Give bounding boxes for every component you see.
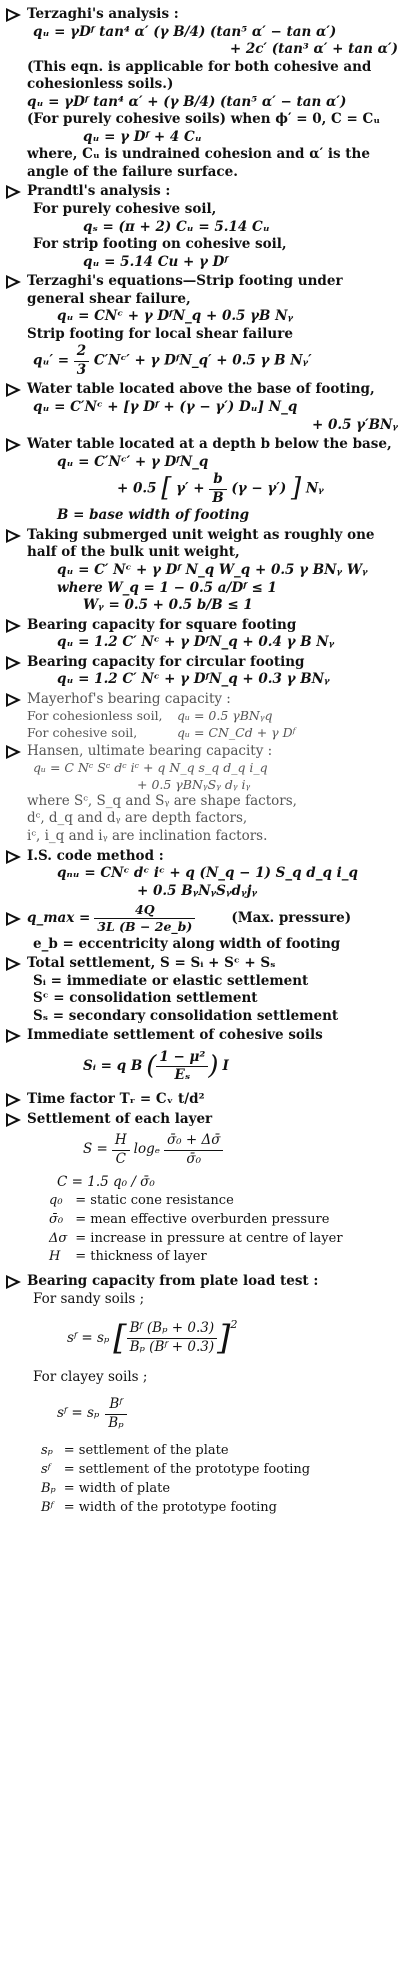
- formula-line: qᵤ = γ Dᶠ + 4 Cᵤ: [83, 128, 202, 145]
- definition-line: Sₛ = secondary consolidation settlement: [33, 1007, 339, 1024]
- formula-line: qᵤ = C Nᶜ Sᶜ dᶜ iᶜ + q N_q s_q d_q i_q: [33, 760, 268, 776]
- definition-symbol: Bₚ: [41, 1481, 56, 1497]
- section-terzaghi-equations: [6, 273, 402, 379]
- triangle-bullet-icon: [6, 8, 21, 22]
- formula-line: [27, 725, 402, 741]
- section-circular-footing: [6, 654, 402, 689]
- formula-line: [27, 1049, 402, 1085]
- fraction-numerator: 4Q: [94, 902, 195, 919]
- triangle-bullet-icon: [6, 957, 21, 971]
- fraction-numerator: Bᶠ (Bₚ + 0.3): [127, 1320, 218, 1339]
- definition-row: [45, 1192, 347, 1211]
- formula-line: where W_q = 1 − 0.5 a/Dᶠ ≤ 1: [57, 579, 277, 596]
- triangle-bullet-icon: [6, 850, 21, 864]
- section-heading: Water table located at a depth b below the base,: [27, 436, 392, 453]
- definition-row: [45, 1211, 347, 1230]
- formula-line: + 0.5 γBNᵧSᵧ dᵧ iᵧ: [137, 776, 251, 792]
- section-heading: Mayerhof's bearing capacity :: [27, 690, 231, 707]
- formula-line: qᵤ = γDᶠ tan⁴ α′ + (γ B/4) (tan⁵ α′ − tan α′): [27, 93, 347, 110]
- definition-line: Sᶜ = consolidation settlement: [33, 990, 258, 1007]
- left-bracket-icon: [: [113, 1318, 127, 1359]
- definition-text: = increase in pressure at centre of layer: [75, 1230, 343, 1246]
- formula-line: [27, 1132, 402, 1168]
- section-heading: Time factor Tᵣ = Cᵥ t/d²: [27, 1091, 205, 1108]
- definition-row: [37, 1480, 314, 1499]
- formula-lhs: qᵤ′ =: [33, 352, 70, 369]
- formula-line: qₛ = (π + 2) Cᵤ = 5.14 Cᵤ: [83, 218, 270, 235]
- formula-line: qᵤ = 1.2 C′ Nᶜ + γ DᶠN_q + 0.3 γ BNᵧ: [57, 671, 330, 688]
- fraction: [127, 1320, 218, 1356]
- section-terzaghi-analysis: [6, 6, 402, 181]
- fraction-denominator: C: [115, 1150, 126, 1167]
- definition-text: = width of the prototype footing: [63, 1499, 277, 1515]
- section-water-table-depth: [6, 436, 402, 525]
- fraction: [164, 1132, 224, 1168]
- formula-lhs: sᶠ = sₚ: [67, 1329, 110, 1346]
- fraction-numerator: σ̄₀ + Δσ̄: [164, 1132, 224, 1151]
- fraction-denominator: Eₛ: [174, 1067, 191, 1084]
- triangle-bullet-icon: [6, 275, 21, 289]
- definition-symbol: σ̄₀: [49, 1211, 64, 1227]
- formula-line: qᵤ = C′Nᶜ′ + γ DᶠN_q: [57, 453, 209, 470]
- triangle-bullet-icon: [6, 1113, 21, 1127]
- note-text: (Max. pressure): [231, 910, 352, 927]
- formula-term: qᵤ = CN_Cd + γ Dᶠ: [177, 724, 296, 740]
- definition-row: [37, 1499, 314, 1518]
- section-total-settlement: [6, 955, 402, 1025]
- definition-row: [45, 1248, 347, 1267]
- formula-lhs: sᶠ = sₚ: [57, 1405, 100, 1422]
- fraction-numerator: Bᶠ: [105, 1396, 126, 1415]
- section-water-table-above: [6, 381, 402, 434]
- definition-symbol: q₀: [49, 1192, 63, 1208]
- formula-line: + 2c′ (tan³ α′ + tan α′): [229, 41, 398, 58]
- definition-symbol: Bᶠ: [41, 1499, 54, 1515]
- definition-row: [45, 1230, 347, 1249]
- formula-line: qᵤ = 1.2 C′ Nᶜ + γ DᶠN_q + 0.4 γ B Nᵧ: [57, 634, 335, 651]
- section-heading: Prandtl's analysis :: [27, 183, 171, 200]
- right-bracket-icon: ]: [217, 1318, 231, 1359]
- fraction: [156, 1049, 208, 1085]
- fraction: [105, 1396, 126, 1432]
- left-bracket-icon: [: [161, 473, 172, 504]
- note-text: For clayey soils ;: [33, 1368, 148, 1385]
- definition-symbol: sₚ: [41, 1443, 53, 1459]
- formula-line: [27, 471, 402, 507]
- section-heading: Bearing capacity from plate load test :: [27, 1273, 319, 1290]
- formula-line: Wᵧ = 0.5 + 0.5 b/B ≤ 1: [83, 597, 253, 614]
- note-text: For sandy soils ;: [33, 1290, 145, 1307]
- triangle-bullet-icon: [6, 438, 21, 452]
- section-immediate-settlement: [6, 1027, 402, 1085]
- formula-line: [27, 902, 402, 936]
- fraction: [94, 902, 195, 936]
- note-text: Strip footing for local shear failure: [27, 325, 293, 342]
- formula-line: B = base width of footing: [57, 507, 250, 524]
- note-text: For cohesionless soil,: [27, 708, 163, 724]
- fraction-numerator: 2: [74, 343, 89, 362]
- formula-line: qₙᵤ = CNᶜ dᶜ iᶜ + q (N_q − 1) S_q d_q i_q: [57, 865, 358, 882]
- fraction-denominator: 3: [76, 361, 87, 378]
- note-text: dᶜ, d_q and dᵧ are depth factors,: [27, 810, 248, 827]
- note-text: (This eqn. is applicable for both cohesive and cohesionless soils.): [27, 58, 372, 93]
- definition-symbol: H: [49, 1249, 61, 1265]
- fraction-denominator: B: [212, 489, 224, 506]
- section-plate-load-test: [6, 1273, 402, 1517]
- triangle-bullet-icon: [6, 619, 21, 633]
- section-heading: Bearing capacity for square footing: [27, 616, 297, 633]
- triangle-bullet-icon: [6, 529, 21, 543]
- fraction-denominator: Bₚ: [108, 1414, 124, 1431]
- section-prandtl-analysis: [6, 183, 402, 271]
- exponent: 2: [230, 1318, 238, 1332]
- formula-term: γ′ +: [176, 480, 205, 497]
- note-text: For cohesive soil,: [27, 724, 138, 740]
- section-heading: Immediate settlement of cohesive soils: [27, 1027, 323, 1044]
- note-text: For purely cohesive soil,: [33, 201, 217, 218]
- left-paren-icon: (: [146, 1051, 157, 1082]
- triangle-bullet-icon: [6, 745, 21, 759]
- definitions-table: [45, 1192, 347, 1268]
- section-heading: Terzaghi's analysis :: [27, 6, 179, 22]
- triangle-bullet-icon: [6, 1093, 21, 1107]
- section-is-code: [6, 848, 402, 901]
- section-heading: Water table located above the base of footing,: [27, 381, 375, 398]
- note-text: For strip footing on cohesive soil,: [33, 236, 287, 253]
- formula-line: qᵤ = γDᶠ tan⁴ α′ (γ B/4) (tan⁵ α′ − tan α′): [33, 23, 337, 40]
- formula-line: [27, 1316, 402, 1360]
- section-layer-settlement: [6, 1111, 402, 1268]
- note-text: e_b = eccentricity along width of footing: [33, 935, 341, 952]
- fraction-numerator: H: [112, 1132, 130, 1151]
- formula-line: qᵤ = C′ Nᶜ + γ Dᶠ N_q W_q + 0.5 γ BNᵧ Wᵧ: [57, 561, 368, 578]
- formula-term: logₑ: [133, 1141, 160, 1158]
- fraction: [112, 1132, 130, 1168]
- right-bracket-icon: ]: [290, 473, 302, 504]
- formula-term: Nᵧ: [305, 480, 324, 497]
- section-hansen: [6, 743, 402, 846]
- section-time-factor: [6, 1091, 402, 1109]
- fraction-denominator: σ̄₀: [186, 1150, 202, 1167]
- triangle-bullet-icon: [6, 185, 21, 199]
- triangle-bullet-icon: [6, 693, 21, 707]
- section-heading: Hansen, ultimate bearing capacity :: [27, 742, 273, 759]
- definition-row: [37, 1461, 314, 1480]
- fraction-denominator: 3L (B − 2e_b): [97, 919, 193, 935]
- formula-line: qᵤ = CNᶜ + γ DᶠN_q + 0.5 γB Nᵧ: [57, 308, 294, 325]
- triangle-bullet-icon: [6, 1029, 21, 1043]
- definition-symbol: sᶠ: [41, 1462, 51, 1478]
- formula-line: + 0.5 BᵧNᵧSᵧdᵧjᵧ: [137, 882, 258, 899]
- definition-text: = width of plate: [63, 1481, 171, 1497]
- fraction: [74, 343, 89, 379]
- definition-text: = settlement of the prototype footing: [63, 1462, 311, 1478]
- formula-line: qᵤ = 5.14 Cu + γ Dᶠ: [83, 253, 228, 270]
- definition-text: = mean effective overburden pressure: [75, 1211, 330, 1227]
- formula-line: + 0.5 γ′BNᵧ: [311, 416, 398, 433]
- note-text: (For purely cohesive soils) when ϕ′ = 0, C = Cᵤ: [27, 111, 381, 128]
- triangle-bullet-icon: [6, 656, 21, 670]
- definition-line: Sᵢ = immediate or elastic settlement: [33, 972, 309, 989]
- triangle-bullet-icon: [6, 912, 21, 926]
- section-heading: Bearing capacity for circular footing: [27, 653, 305, 670]
- section-heading: Total settlement, S = Sᵢ + Sᶜ + Sₛ: [27, 955, 276, 972]
- note-text: where Sᶜ, S_q and Sᵧ are shape factors,: [27, 792, 297, 809]
- triangle-bullet-icon: [6, 383, 21, 397]
- section-heading: I.S. code method :: [27, 847, 164, 864]
- note-text: iᶜ, i_q and iᵧ are inclination factors.: [27, 827, 268, 844]
- section-max-pressure: [6, 902, 402, 953]
- formula-line: [27, 1396, 402, 1432]
- definition-row: [37, 1442, 314, 1461]
- formula-line: qᵤ = C′Nᶜ + [γ Dᶠ + (γ − γ′) Dᵤ] N_q: [33, 399, 298, 416]
- formula-lhs: q_max =: [27, 910, 91, 927]
- triangle-bullet-icon: [6, 1275, 21, 1289]
- formula-term: + 0.5: [117, 480, 157, 497]
- formula-term: (γ − γ′): [231, 480, 287, 497]
- section-heading: Settlement of each layer: [27, 1110, 213, 1127]
- fraction: [209, 471, 226, 507]
- formula-lhs: S =: [83, 1141, 108, 1158]
- definition-symbol: Δσ: [49, 1230, 68, 1246]
- fraction-denominator: Bₚ (Bᶠ + 0.3): [129, 1339, 215, 1356]
- formula-lhs: Sᵢ = q B: [83, 1058, 143, 1075]
- formula-line: [27, 343, 402, 379]
- section-square-footing: [6, 617, 402, 652]
- section-heading: Terzaghi's equations—Strip footing under general shear failure,: [27, 273, 343, 307]
- note-text: where, Cᵤ is undrained cohesion and α′ is the angle of the failure surface.: [27, 146, 370, 180]
- section-submerged-unit-weight: [6, 527, 402, 615]
- definition-text: = thickness of layer: [75, 1249, 207, 1265]
- formula-line: [27, 708, 402, 724]
- right-paren-icon: ): [208, 1051, 219, 1082]
- fraction-numerator: b: [209, 471, 226, 490]
- fraction-numerator: 1 − μ²: [156, 1049, 208, 1068]
- formula-term: qᵤ = 0.5 γBNᵧq: [177, 708, 273, 724]
- formula-term: I: [222, 1058, 229, 1075]
- definitions-table: [37, 1442, 314, 1518]
- section-meyerhof: [6, 691, 402, 741]
- definition-text: = settlement of the plate: [63, 1443, 229, 1459]
- formula-line: C = 1.5 q₀ / σ̄₀: [57, 1174, 155, 1191]
- section-heading: Taking submerged unit weight as roughly one half of the bulk unit weight,: [27, 526, 375, 561]
- definition-text: = static cone resistance: [75, 1192, 234, 1208]
- formula-rhs: C′Nᶜ′ + γ DᶠN_q′ + 0.5 γ B Nᵧ′: [93, 352, 312, 369]
